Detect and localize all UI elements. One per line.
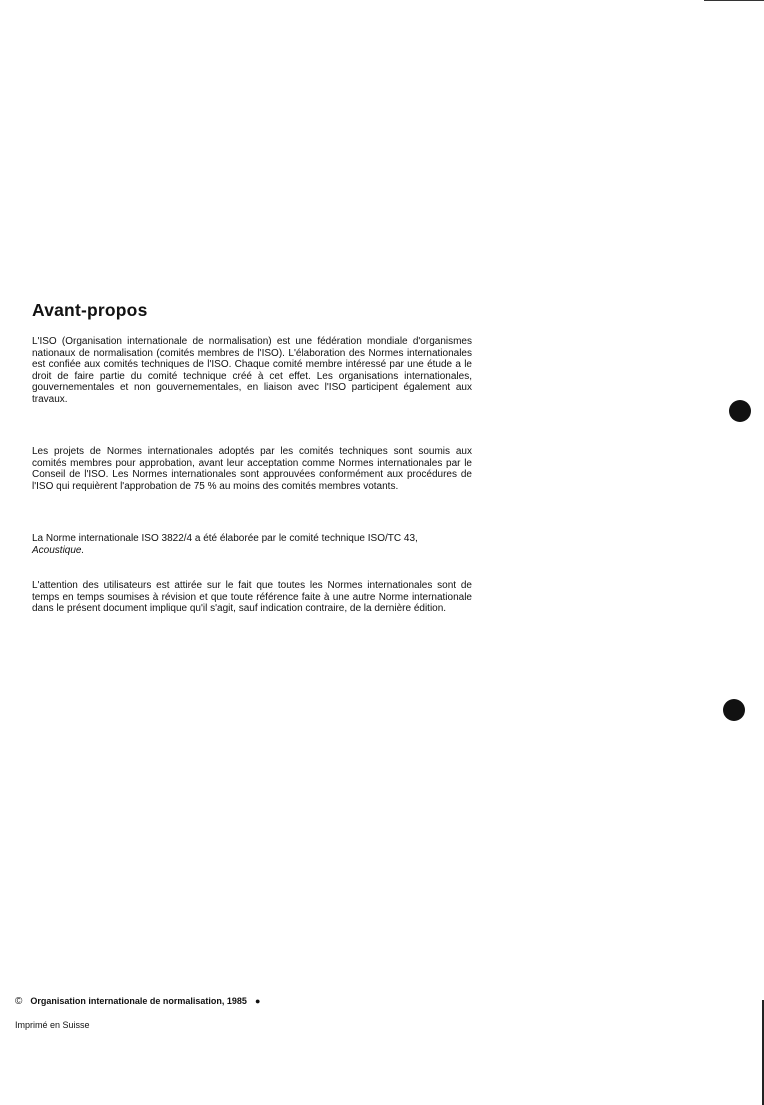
foreword-paragraph-2: Les projets de Normes internationales adoptés par les comités techniques sont soumis aux comités membres pour approbation, avant leur acceptation comme Normes internationales par le Conseil de l'ISO. Les Normes internationales sont approuvées conformément aux procédures de l'ISO qui requièrent l'approbation de 75 % au moins des comités membres votants. xyxy=(32,446,472,492)
copyright-icon: © xyxy=(15,996,23,1007)
paragraph-3-text: La Norme internationale ISO 3822/4 a été élaborée par le comité technique ISO/TC 43, xyxy=(32,533,418,544)
bullet-icon: ● xyxy=(254,996,261,1006)
printed-in-line: Imprimé en Suisse xyxy=(15,1020,90,1030)
foreword-paragraph-1: L'ISO (Organisation internationale de normalisation) est une fédération mondiale d'organismes nationaux de normalisation (comités membres de l'ISO). L'élaboration des Normes internationales est confiée aux comités techniques de l'ISO. Chaque comité membre intéressé par une étude a le droit de faire partie du comité technique créé à cet effet. Les organisations internationales, gouvernementales et non gouvernementales, en liaison avec l'ISO participent également aux travaux. xyxy=(32,336,472,405)
top-edge-rule xyxy=(704,0,764,1)
foreword-paragraph-3 xyxy=(32,533,472,556)
foreword-paragraph-4: L'attention des utilisateurs est attirée sur le fait que toutes les Normes internationales sont de temps en temps soumises à révision et que toute référence faite à une autre Norme internationale dans le présent document implique qu'il s'agit, sauf indication contraire, de la dernière édition. xyxy=(32,580,472,615)
copyright-line xyxy=(15,996,260,1007)
page-title: Avant-propos xyxy=(32,300,148,320)
committee-name: Acoustique. xyxy=(32,544,85,556)
binding-hole-icon xyxy=(723,699,745,721)
copyright-text: Organisation internationale de normalisation, 1985 xyxy=(30,996,247,1006)
binding-hole-icon xyxy=(729,400,751,422)
